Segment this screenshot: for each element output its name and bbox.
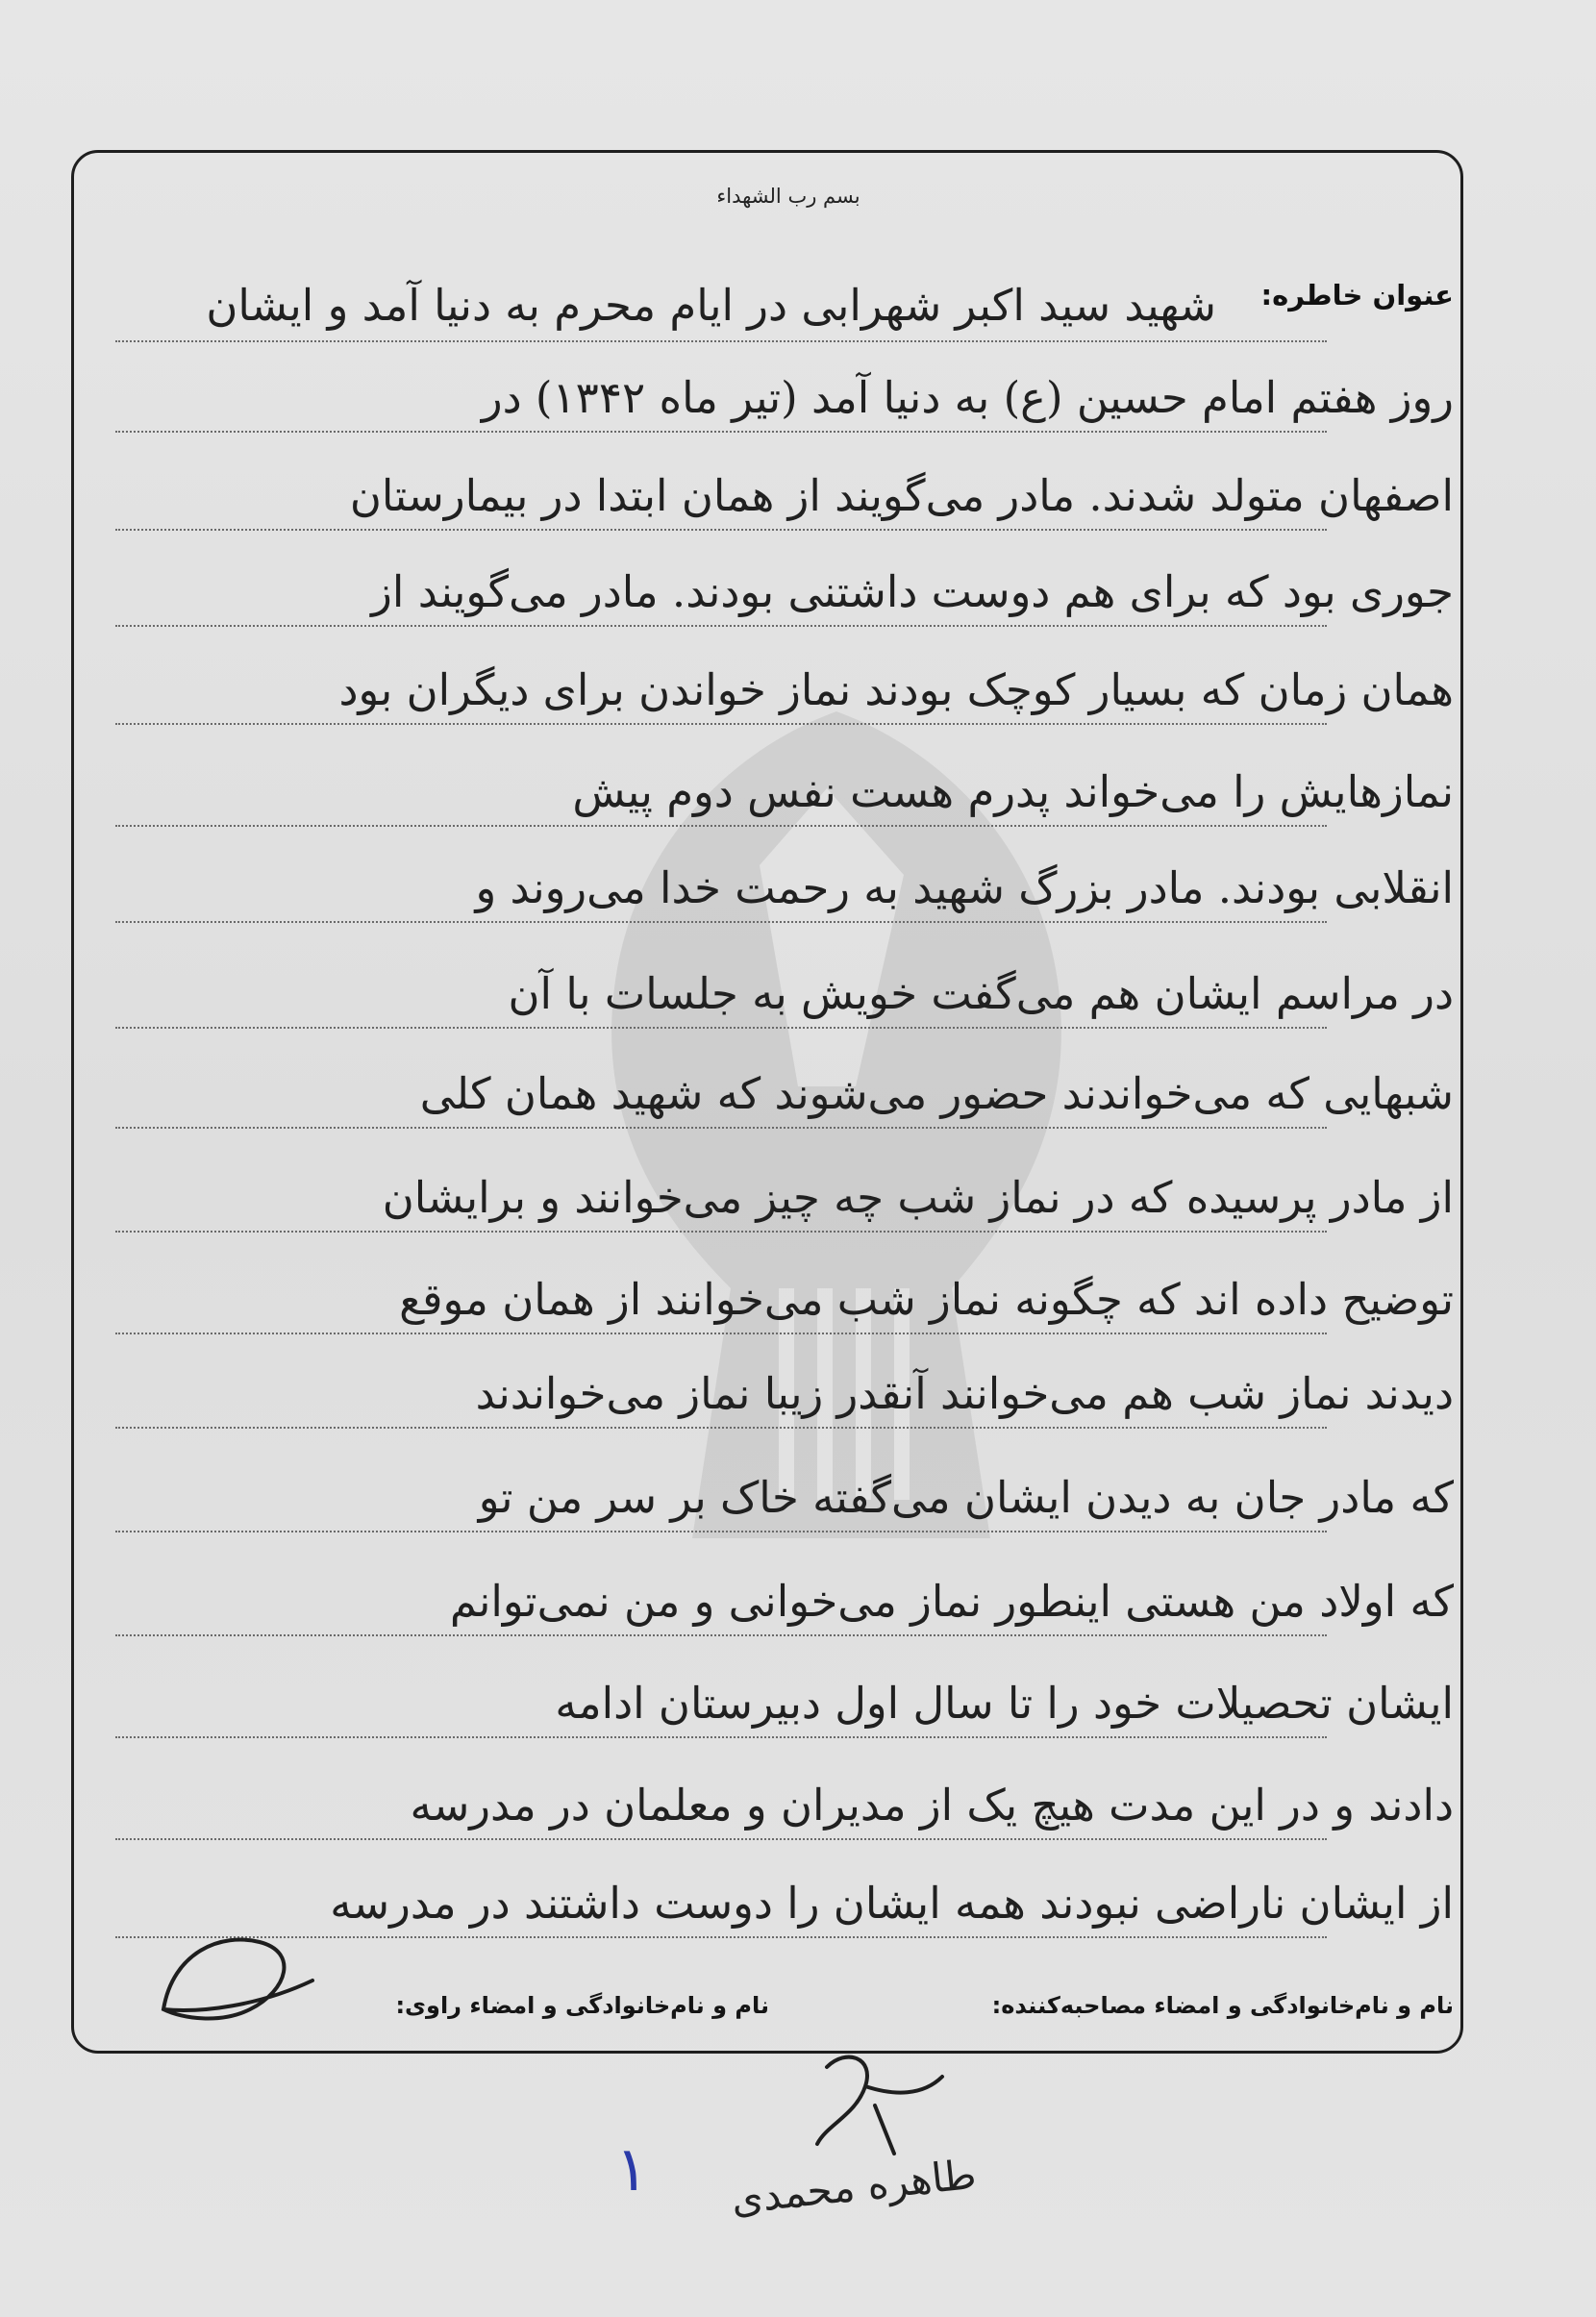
- ruled-line: [115, 921, 1327, 923]
- ruled-line: [115, 723, 1327, 725]
- handwritten-line: از ایشان ناراضی نبودند همه ایشان را دوست داشتند در مدرسه: [330, 1878, 1454, 1929]
- ruled-line: [115, 1231, 1327, 1233]
- ruled-line: [115, 529, 1327, 531]
- ruled-line: [115, 1936, 1327, 1938]
- handwritten-line: توضیح داده اند که چگونه نماز شب می‌خوانند از همان موقع: [399, 1274, 1454, 1325]
- handwritten-line: از مادر پرسیده که در نماز شب چه چیز می‌خوانند و برایشان: [382, 1172, 1454, 1223]
- handwritten-line: نمازهایش را می‌خواند پدرم هست نفس دوم پیش: [572, 766, 1454, 817]
- ruled-lines: [115, 0, 1327, 2317]
- ruled-line: [115, 1027, 1327, 1029]
- ruled-line: [115, 1531, 1327, 1532]
- interviewer-name: طاهره محمدی: [729, 2150, 979, 2224]
- page-number: ۱: [615, 2134, 649, 2205]
- handwritten-line: دیدند نماز شب هم می‌خوانند آنقدر زیبا نماز می‌خواندند: [475, 1368, 1454, 1419]
- handwritten-line: شبهایی که می‌خواندند حضور می‌شوند که شهید همان کلی: [419, 1068, 1454, 1119]
- form-header: بسم رب الشهداء: [716, 185, 860, 208]
- ruled-line: [115, 1127, 1327, 1129]
- handwritten-line: که مادر جان به دیدن ایشان می‌گفته خاک بر سر من تو: [478, 1472, 1454, 1523]
- interviewer-label: نام و نام‌خانوادگی و امضاء مصاحبه‌کننده:: [991, 1992, 1454, 2019]
- narrator-label: نام و نام‌خانوادگی و امضاء راوی:: [395, 1992, 769, 2019]
- handwritten-line: جوری بود که برای هم دوست داشتنی بودند. مادر می‌گویند از: [371, 566, 1454, 617]
- handwritten-line: همان زمان که بسیار کوچک بودند نماز خواندن برای دیگران بود: [338, 664, 1454, 715]
- ruled-line: [115, 825, 1327, 827]
- ruled-line: [115, 1736, 1327, 1738]
- handwritten-line: انقلابی بودند. مادر بزرگ شهید به رحمت خدا می‌روند و: [475, 862, 1454, 913]
- handwritten-line: دادند و در این مدت هیچ یک از مدیران و معلمان در مدرسه: [410, 1780, 1454, 1831]
- handwritten-line: اصفهان متولد شدند. مادر می‌گویند از همان ابتدا در بیمارستان: [349, 470, 1454, 521]
- handwritten-line: در مراسم ایشان هم می‌گفت خویش به جلسات با آن: [508, 968, 1454, 1019]
- ruled-line: [115, 1427, 1327, 1429]
- ruled-line: [115, 431, 1327, 433]
- ruled-line: [115, 340, 1327, 342]
- handwritten-line: ایشان تحصیلات خود را تا سال اول دبیرستان ادامه: [555, 1678, 1454, 1729]
- handwritten-line: که اولاد من هستی اینطور نماز می‌خوانی و من نمی‌توانم: [449, 1576, 1454, 1627]
- ruled-line: [115, 1634, 1327, 1636]
- title-label: عنوان خاطره:: [1260, 279, 1454, 311]
- handwritten-line: روز هفتم امام حسین (ع) به دنیا آمد (تیر ماه ۱۳۴۲) در: [481, 372, 1454, 423]
- ruled-line: [115, 1333, 1327, 1334]
- handwritten-line: شهید سید اکبر شهرابی در ایام محرم به دنیا آمد و ایشان: [206, 280, 1216, 331]
- ruled-line: [115, 1838, 1327, 1840]
- ruled-line: [115, 625, 1327, 627]
